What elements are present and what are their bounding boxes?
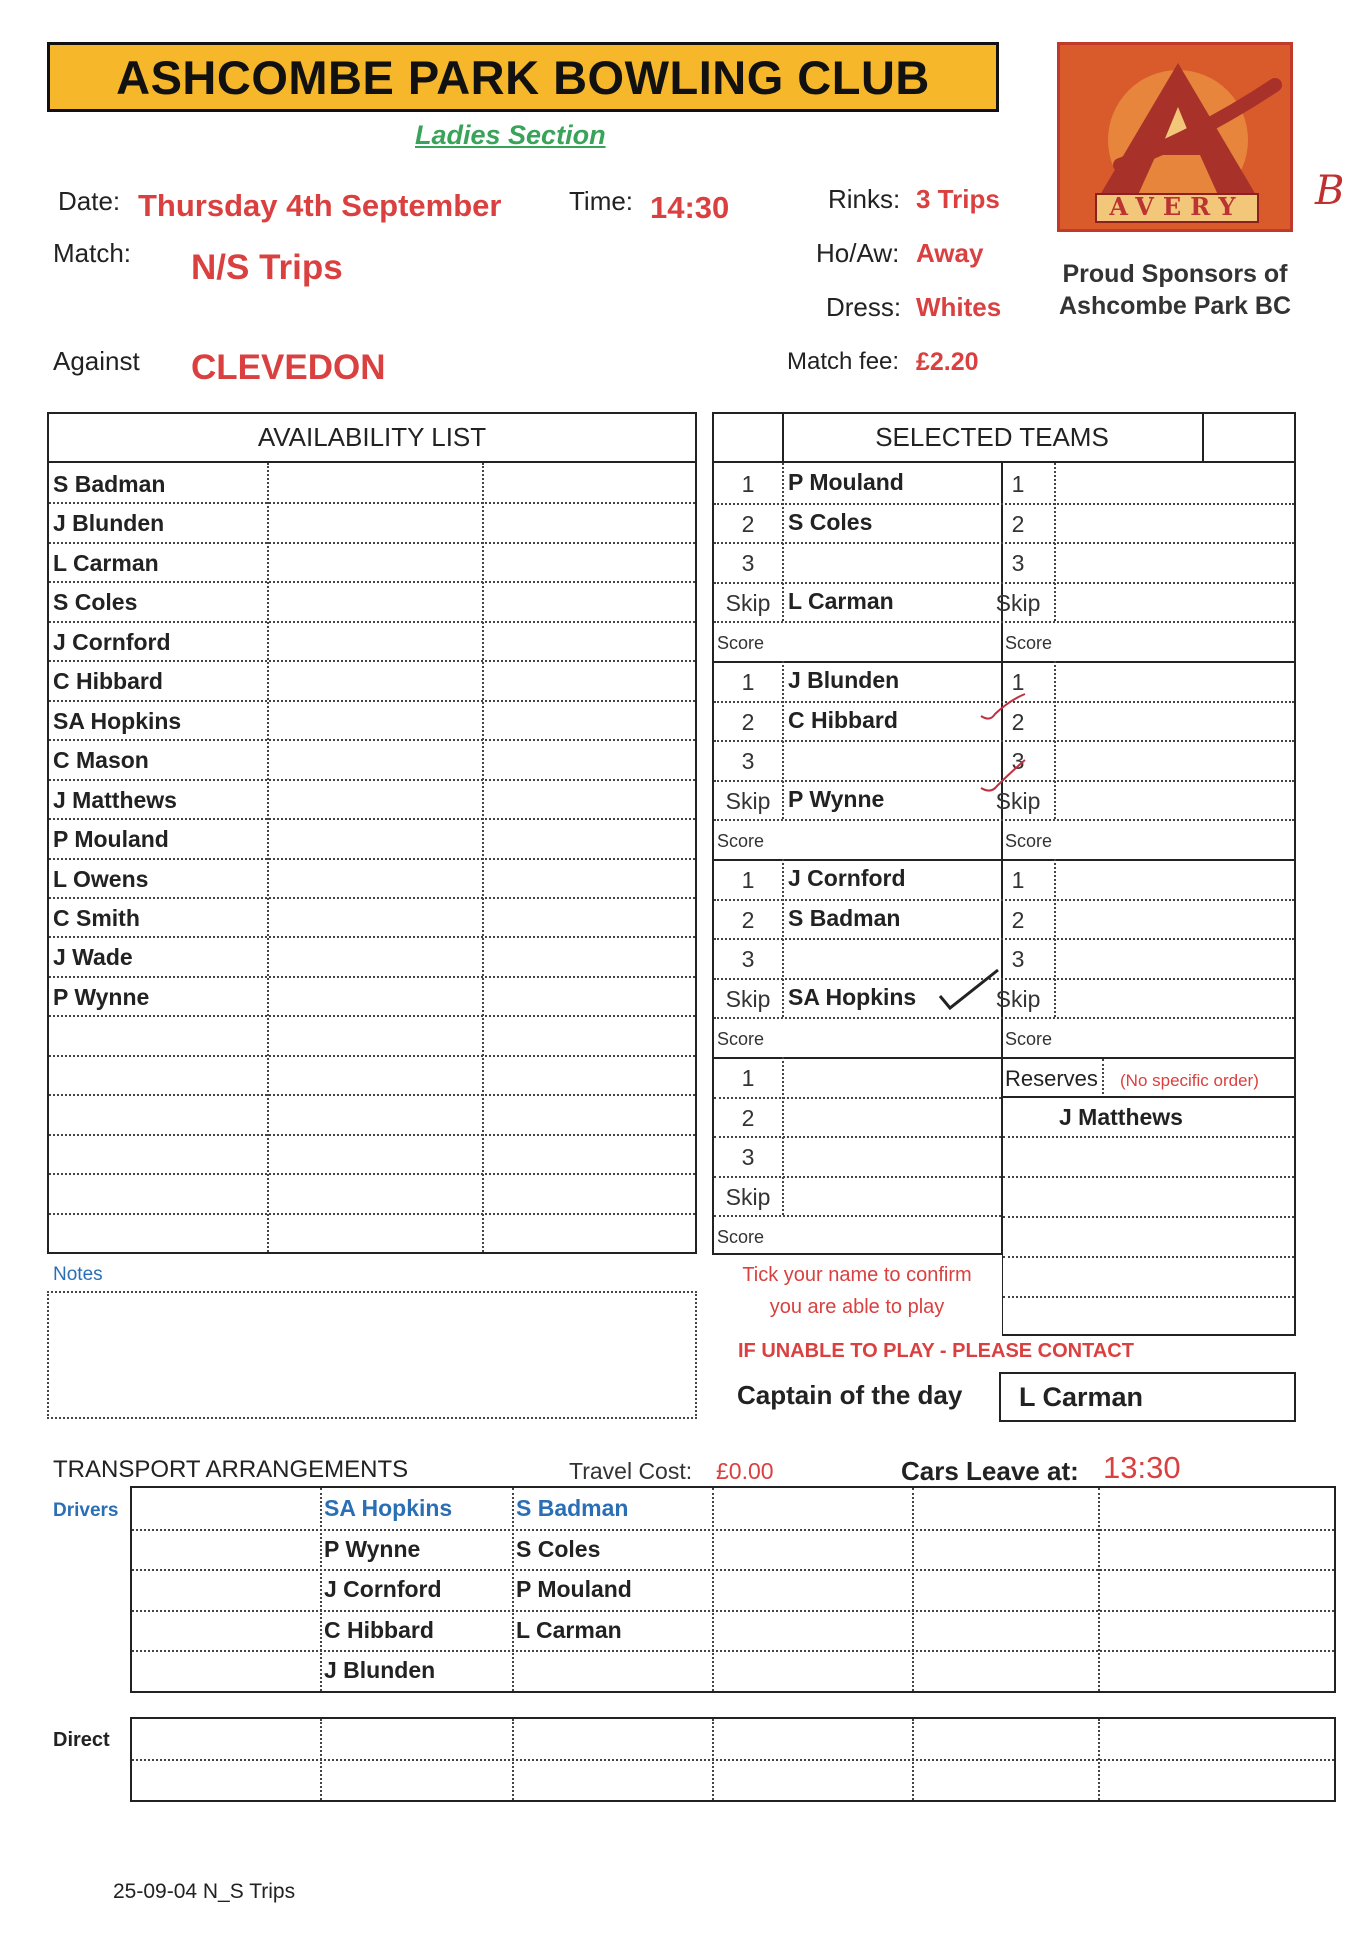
logo-wordmark: AVERY [1095, 193, 1259, 223]
team-player: S Badman [788, 904, 901, 931]
selected-teams-table [712, 412, 1296, 1336]
availability-name: L Carman [53, 549, 159, 576]
availability-name: J Wade [53, 944, 133, 971]
position-label: Skip [725, 589, 771, 616]
team-player: L Carman [788, 587, 894, 614]
availability-name: C Smith [53, 904, 140, 931]
availability-name: J Blunden [53, 510, 165, 537]
team-player: SA Hopkins [788, 983, 917, 1010]
availability-name: SA Hopkins [53, 707, 182, 734]
opponent-position-label: 2 [1011, 906, 1025, 933]
opponent-position-label: Skip [995, 589, 1041, 616]
availability-name: C Hibbard [53, 668, 163, 695]
opponent-position-label: 2 [1011, 510, 1025, 537]
position-label: 1 [741, 1065, 755, 1091]
reserves-label: Reserves [1005, 1066, 1098, 1091]
team-player: P Wynne [788, 785, 885, 812]
passenger-name: P Mouland [516, 1576, 632, 1603]
cars-leave-value: 13:30 [1103, 1450, 1181, 1485]
against-label: Against [53, 346, 140, 376]
position-label: 1 [741, 669, 755, 695]
position-label: Skip [725, 1183, 771, 1210]
tick-instruction-1: Tick your name to confirm [742, 1264, 972, 1286]
driver-name: J Cornford [324, 1576, 442, 1603]
date-value: Thursday 4th September [138, 188, 502, 223]
teams-heading: SELECTED TEAMS [875, 422, 1109, 452]
availability-name: P Mouland [53, 826, 169, 853]
drivers-label: Drivers [53, 1500, 119, 1521]
captain-value: L Carman [1019, 1382, 1144, 1412]
opponent-position-label: 1 [1011, 669, 1025, 695]
availability-name: P Wynne [53, 983, 150, 1010]
position-label: Skip [725, 787, 771, 814]
opponent-score-label: Score [1005, 1029, 1053, 1050]
reserves-note: (No specific order) [1120, 1071, 1259, 1090]
captain-box [999, 1372, 1296, 1422]
tick-instruction-2: you are able to play [769, 1296, 945, 1318]
availability-name: C Mason [53, 747, 149, 774]
notes-box[interactable] [47, 1291, 697, 1419]
travel-cost-value: £0.00 [716, 1458, 774, 1484]
club-title: ASHCOMBE PARK BOWLING CLUB [47, 42, 999, 112]
opponent-position-label: 3 [1011, 748, 1025, 775]
checkmark-icon [938, 966, 1008, 1016]
availability-table [47, 412, 697, 1254]
position-label: 3 [741, 1144, 755, 1171]
position-label: 2 [741, 906, 755, 933]
availability-name: S Badman [53, 471, 166, 497]
score-label: Score [717, 1227, 765, 1248]
passenger-name: S Coles [516, 1535, 601, 1562]
fee-label: Match fee: [787, 348, 900, 375]
score-label: Score [717, 1029, 765, 1050]
opponent-score-label: Score [1005, 831, 1053, 852]
availability-name: L Owens [53, 865, 149, 892]
position-label: 2 [741, 510, 755, 537]
direct-table [130, 1717, 1336, 1802]
transport-heading: TRANSPORT ARRANGEMENTS [53, 1456, 409, 1483]
opponent-position-label: 1 [1011, 471, 1025, 497]
dress-value: Whites [916, 292, 1002, 322]
availability-name: J Matthews [53, 786, 177, 813]
opponent-score-label: Score [1005, 633, 1053, 654]
position-label: Skip [725, 985, 771, 1012]
match-value: N/S Trips [191, 248, 343, 287]
sponsor-text: Proud Sponsors of Ashcombe Park BC [1058, 260, 1292, 320]
drivers-table [130, 1486, 1336, 1693]
opponent-position-label: Skip [995, 787, 1041, 814]
opponent-position-label: 3 [1011, 550, 1025, 577]
position-label: 3 [741, 748, 755, 775]
hoaw-value: Away [916, 238, 984, 268]
position-label: 2 [741, 708, 755, 735]
opponent-position-label: Skip [995, 985, 1041, 1012]
fee-value: £2.20 [916, 348, 979, 376]
opponent-position-label: 1 [1011, 867, 1025, 893]
availability-heading: AVAILABILITY LIST [257, 422, 487, 452]
opponent-position-label: 2 [1011, 708, 1025, 735]
sponsor-logo [1057, 42, 1293, 232]
footer-ref: 25-09-04 N_S Trips [113, 1880, 296, 1903]
handwritten-ticks-icon [975, 690, 1035, 820]
captain-label: Captain of the day [737, 1380, 963, 1410]
team-player: S Coles [788, 508, 873, 535]
unable-instruction: IF UNABLE TO PLAY - PLEASE CONTACT [738, 1340, 1134, 1362]
hoaw-label: Ho/Aw: [816, 238, 900, 268]
rinks-value: 3 Trips [916, 184, 1000, 214]
driver-name: P Wynne [324, 1535, 421, 1562]
date-label: Date: [58, 186, 121, 216]
position-label: 2 [741, 1104, 755, 1131]
driver-name: C Hibbard [324, 1616, 434, 1643]
reserve-player: J Matthews [1059, 1104, 1183, 1130]
match-label: Match: [53, 238, 132, 268]
passenger-name: L Carman [516, 1616, 622, 1643]
team-player: P Mouland [788, 469, 904, 495]
driver-name: SA Hopkins [324, 1495, 453, 1521]
cars-leave-label: Cars Leave at: [901, 1456, 1079, 1486]
rinks-label: Rinks: [828, 184, 901, 214]
opponent-position-label: 3 [1011, 946, 1025, 973]
position-label: 1 [741, 867, 755, 893]
position-label: 1 [741, 471, 755, 497]
position-label: 3 [741, 946, 755, 973]
score-label: Score [717, 831, 765, 852]
passenger-name: S Badman [516, 1495, 629, 1521]
availability-name: J Cornford [53, 628, 171, 655]
driver-name: J Blunden [324, 1657, 436, 1684]
travel-cost-label: Travel Cost: [569, 1458, 693, 1484]
direct-label: Direct [53, 1729, 110, 1751]
availability-name: S Coles [53, 589, 138, 616]
dress-label: Dress: [826, 292, 902, 322]
team-player: C Hibbard [788, 706, 898, 733]
time-value: 14:30 [650, 190, 730, 225]
position-label: 3 [741, 550, 755, 577]
handwritten-mark: B [1315, 168, 1345, 214]
notes-label: Notes [53, 1264, 103, 1285]
against-value: CLEVEDON [191, 348, 386, 387]
team-player: J Blunden [788, 667, 900, 693]
team-player: J Cornford [788, 865, 906, 891]
section-title: Ladies Section [415, 120, 606, 150]
score-label: Score [717, 633, 765, 654]
time-label: Time: [569, 186, 634, 216]
